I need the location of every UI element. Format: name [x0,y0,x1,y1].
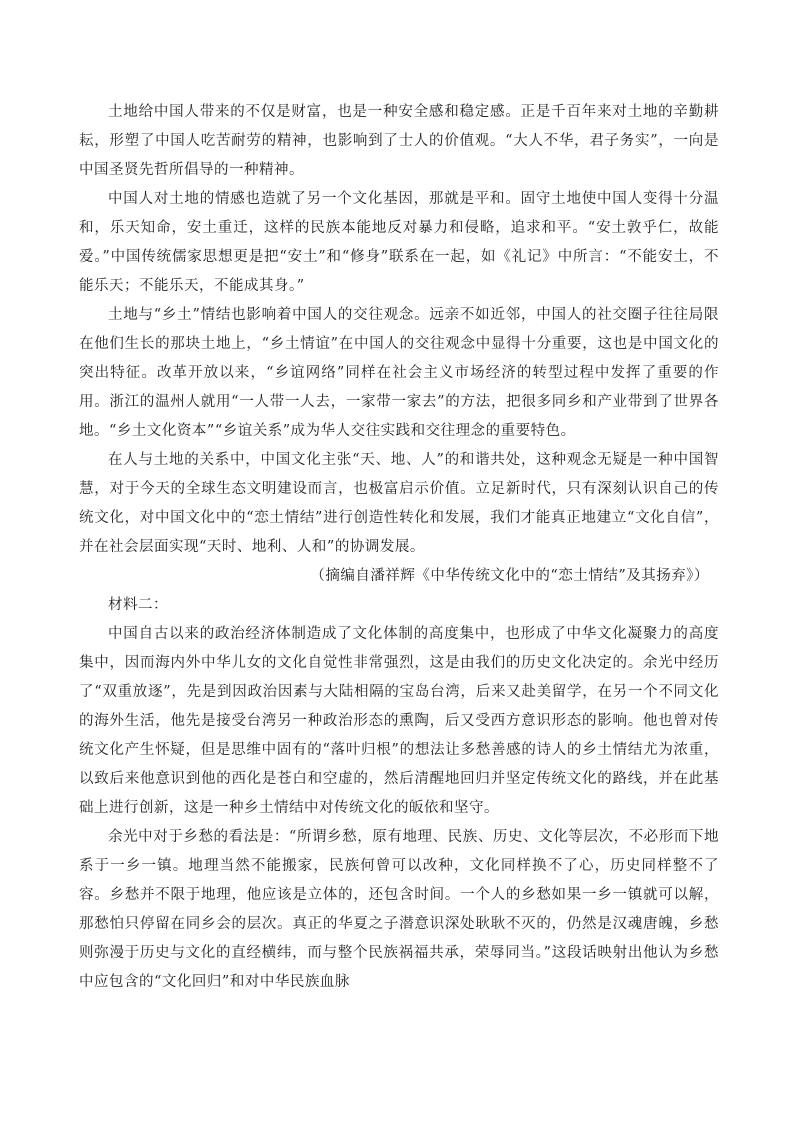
section-heading: 材料二： [108,597,168,613]
source-citation: （摘编自潘祥辉《中华传统文化中的“恋土情结”及其扬弃》） [310,568,709,584]
paragraph-2: 中国人对土地的情感也造就了另一个文化基因，那就是平和。固守土地使中国人变得十分温和，乐天知命，安土重迁，这样的民族本能地反对暴力和侵略，追求和平。“安土敦乎仁，故能爱。”中国传统儒家思想更是把“安土”和“修身”联系在一起，如《礼记》中所言：“不能安土，不能乐天；不能乐天，不能成其身。” [79,191,719,294]
paragraph-4: 在人与土地的关系中，中国文化主张“天、地、人”的和谐共处，这种观念无疑是一种中国智慧，对于今天的全球生态文明建设而言，也极富启示价值。立足新时代，只有深刻认识自己的传统文化，对中国文化中的“恋土情结”进行创造性转化和发展，我们才能真正地建立“文化自信”，并在社会层面实现“天时、地利、人和”的协调发展。 [79,452,719,555]
paragraph-3: 土地与“乡土”情结也影响着中国人的交往观念。远亲不如近邻，中国人的社交圈子往往局限在他们生长的那块土地上，“乡土情谊”在中国人的交往观念中显得十分重要，这也是中国文化的突出特征。改革开放以来，“乡谊网络”同样在社会主义市场经济的转型过程中发挥了重要的作用。浙江的温州人就用“一人带一人去，一家带一家去”的方法，把很多同乡和产业带到了世界各地。“乡土文化资本”“乡谊关系”成为华人交往实践和交往理念的重要特色。 [79,307,719,439]
paragraph-6: 余光中对于乡愁的看法是：“所谓乡愁，原有地理、民族、历史、文化等层次，不必形而下地系于一乡一镇。地理当然不能搬家，民族何曾可以改种，文化同样换不了心，历史同样整不了容。乡愁并不限于地理，他应该是立体的，还包含时间。一个人的乡愁如果一乡一镇就可以解，那愁怕只停留在同乡会的层次。真正的华夏之子潜意识深处耿耿不灭的，仍然是汉魂唐魄，乡愁则弥漫于历史与文化的直经横纬，而与整个民族祸福共承，荣辱同当。”这段话映射出他认为乡愁中应包含的“文化回归”和对中华民族血脉 [79,829,719,990]
document-body [79,98,719,997]
paragraph-5: 中国自古以来的政治经济体制造成了文化体制的高度集中，也形成了中华文化凝聚力的高度集中，因而海内外中华儿女的文化自觉性非常强烈，这是由我们的历史文化决定的。余光中经历了“双重放逐”，先是到因政治因素与大陆相隔的宝岛台湾，后来又赴美留学，在另一个不同文化的海外生活，他先是接受台湾另一种政治形态的熏陶，后又受西方意识形态的影响。他也曾对传统文化产生怀疑，但是思维中固有的“落叶归根”的想法让多愁善感的诗人的乡土情结尤为浓重，以致后来他意识到他的西化是苍白和空虚的，然后清醒地回归并坚定传统文化的路线，并在此基础上进行创新，这是一种乡土情结中对传统文化的皈依和坚守。 [79,626,719,816]
paragraph-1: 土地给中国人带来的不仅是财富，也是一种安全感和稳定感。正是千百年来对土地的辛勤耕耘，形塑了中国人吃苦耐劳的精神，也影响到了士人的价值观。“大人不华，君子务实”，一向是中国圣贤先哲所倡导的一种精神。 [79,104,719,178]
